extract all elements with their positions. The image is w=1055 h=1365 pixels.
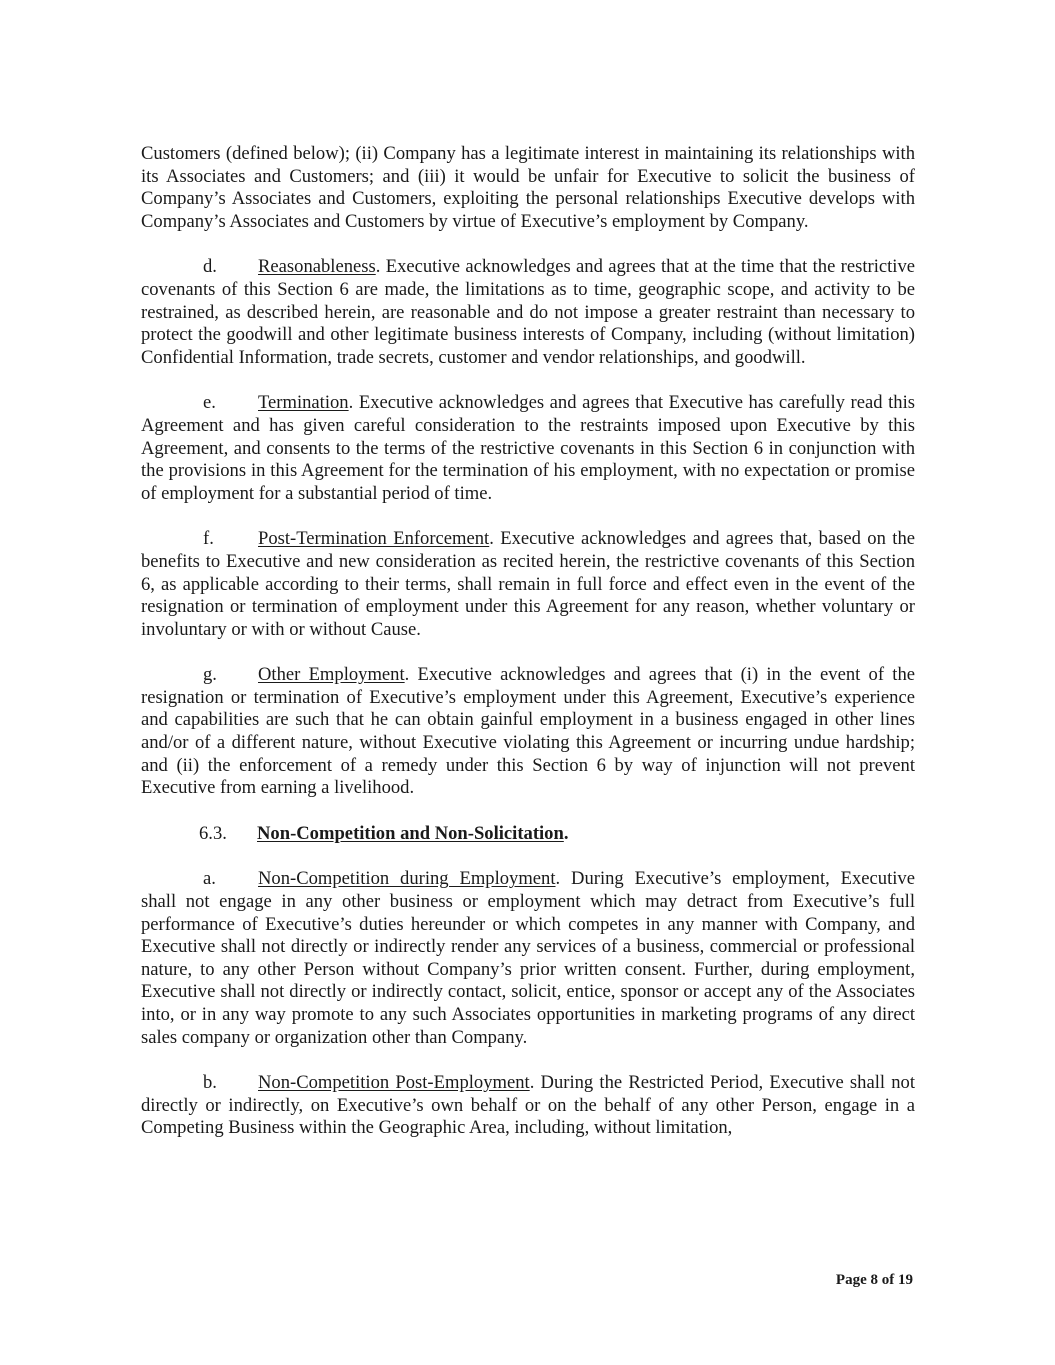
clause-title: Non-Competition during Employment xyxy=(258,868,556,890)
clause-f xyxy=(141,528,915,641)
clause-label: e. xyxy=(203,392,216,414)
clause-title: Non-Competition Post-Employment xyxy=(258,1072,530,1094)
clause-b xyxy=(141,1072,915,1140)
clause-title: Reasonableness xyxy=(258,256,376,278)
clause-label: a. xyxy=(203,868,216,890)
section-number: 6.3. xyxy=(199,822,227,844)
clause-label: f. xyxy=(203,528,214,550)
section-title-suffix: . xyxy=(563,822,569,844)
clause-e xyxy=(141,392,915,505)
clause-a xyxy=(141,868,915,1049)
clause-label: d. xyxy=(203,256,217,278)
intro-paragraph: Customers (defined below); (ii) Company has a legitimate interest in maintaining its relationships with its Associates and Customers; and (iii) it would be unfair for Executive to solicit the business of Company’s Associates and Customers, exploiting the personal relationships Executive develops with Company’s Associates and Customers by virtue of Executive’s employment by Company. xyxy=(141,143,915,232)
section-title: Non-Competition and Non-Solicitation xyxy=(257,822,564,844)
clause-d xyxy=(141,256,915,369)
clause-body: . Executive acknowledges and agrees that, based on the benefits to Executive and new consideration as recited herein, the restrictive covenants of this Section 6, as applicable according to their terms, shall remain in full force and effect even in the event of the resignation or termination of employment under this Agreement for any reason, whether voluntary or involuntary or with or without Cause. xyxy=(141,528,915,640)
clause-body: . During Executive’s employment, Executive shall not engage in any other business or employment which may detract from Executive’s full performance of Executive’s duties hereunder or which competes in any manner with Company, and Executive shall not directly or indirectly render any services of a business, commercial or professional nature, to any other Person without Company’s prior written consent. Further, during employment, Executive shall not directly or indirectly contact, solicit, entice, sponsor or accept any of the Associates into, or in any way promote to any such Associates opportunities in marketing programs of any direct sales company or organization other than Company. xyxy=(141,868,915,1048)
clause-title: Termination xyxy=(258,392,349,414)
clause-title: Post-Termination Enforcement xyxy=(258,528,490,550)
clause-body: . Executive acknowledges and agrees that Executive has carefully read this Agreement and has given careful consideration to the restraints imposed upon Executive by this Agreement, and consents to the terms of the restrictive covenants in this Section 6 in conjunction with the provisions in this Agreement for the termination of his employment, with no expectation or promise of employment for a substantial period of time. xyxy=(141,392,915,504)
clause-title: Other Employment xyxy=(258,664,405,686)
clause-g xyxy=(141,664,915,800)
clause-body: . Executive acknowledges and agrees that (i) in the event of the resignation or termination of Executive’s employment under this Agreement, Executive’s experience and capabilities are such that he can obtain gainful employment in a business engaged in other lines and/or of a different nature, without Executive violating this Agreement or incurring undue hardship; and (ii) the enforcement of a remedy under this Section 6 by way of injunction will not prevent Executive from earning a livelihood. xyxy=(141,664,915,799)
clause-label: g. xyxy=(203,664,217,686)
document-page xyxy=(141,143,915,1163)
clause-label: b. xyxy=(203,1072,217,1094)
clause-body: . During the Restricted Period, Executive shall not directly or indirectly, on Executive’s own behalf or on the behalf of any other Person, engage in a Competing Business within the Geographic Area, including, without limitation, xyxy=(141,1072,915,1139)
section-heading xyxy=(141,823,915,846)
page-number: Page 8 of 19 xyxy=(835,1272,913,1288)
clause-body: . Executive acknowledges and agrees that at the time that the restrictive covenants of this Section 6 are made, the limitations as to time, geographic scope, and activity to be restrained, as described herein, are reasonable and do not impose a greater restraint than necessary to protect the goodwill and other legitimate business interests of Company, including (without limitation) Confidential Information, trade secrets, customer and vendor relationships, and goodwill. xyxy=(141,256,915,368)
